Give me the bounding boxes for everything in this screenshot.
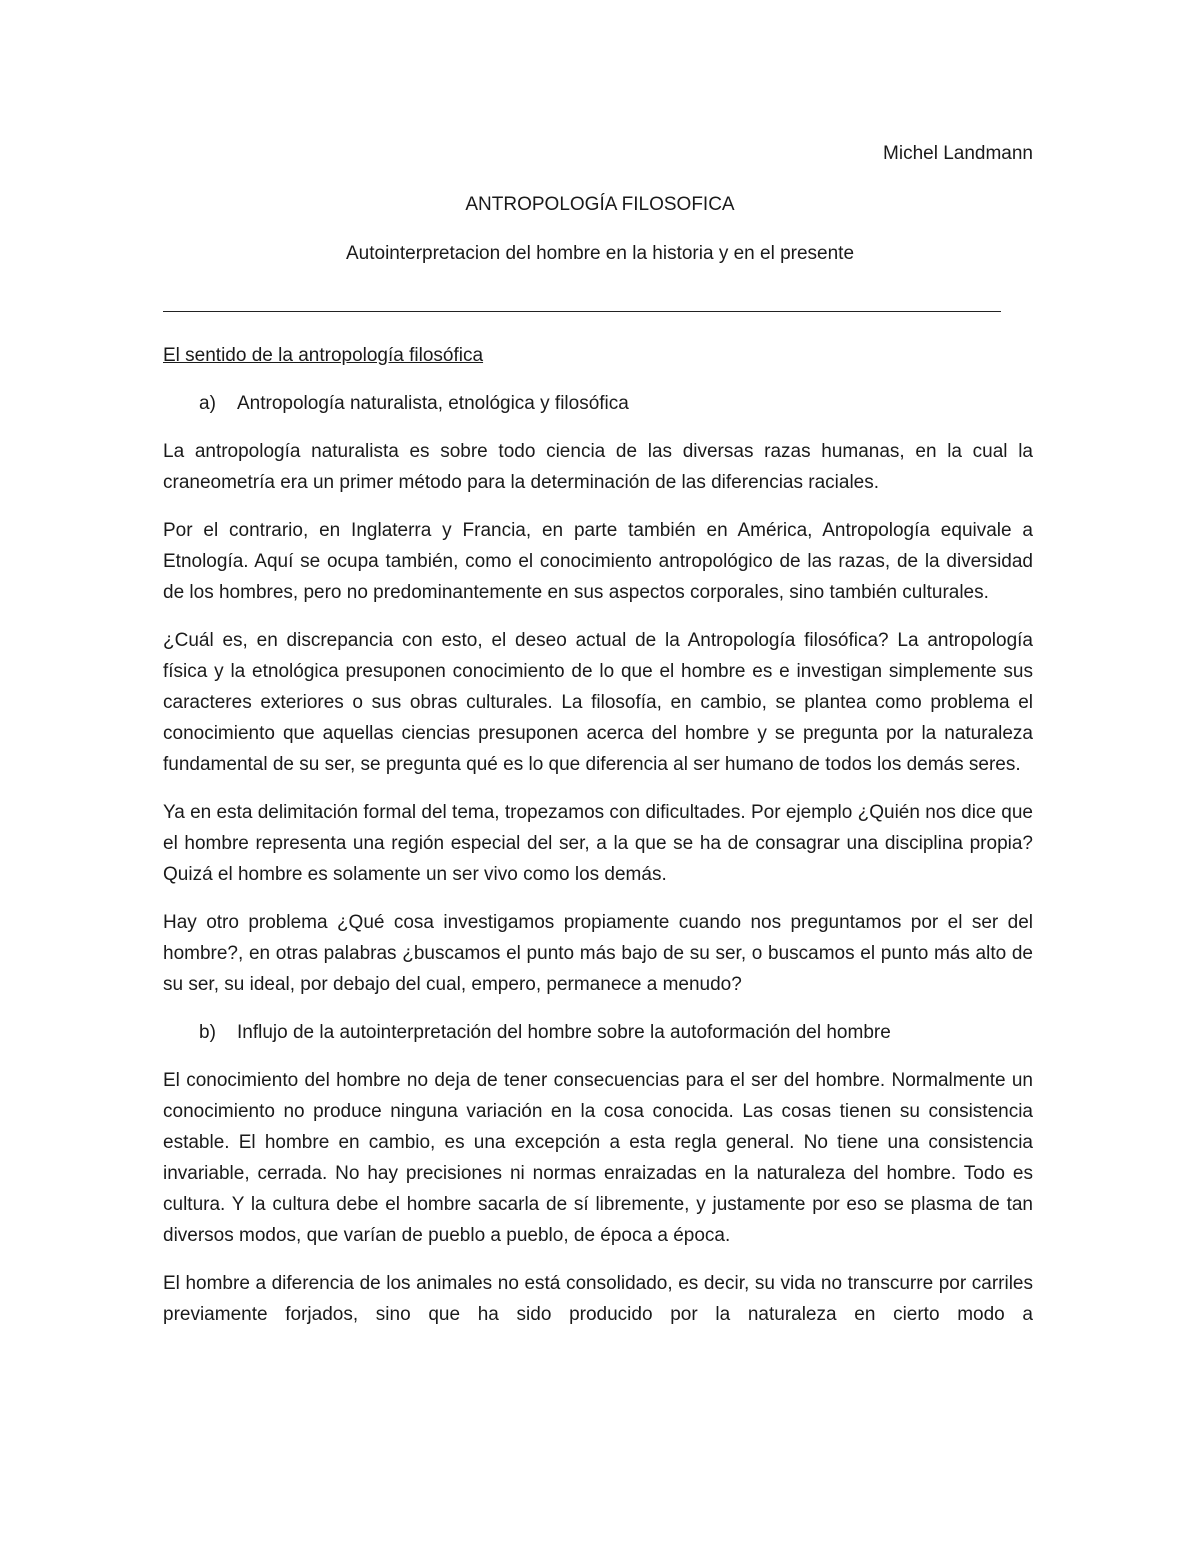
- document-subtitle: Autointerpretacion del hombre en la historia y en el presente: [345, 243, 855, 264]
- document-title: ANTROPOLOGÍA FILOSOFICA: [465, 194, 735, 215]
- subsection-heading-a: [163, 388, 1033, 419]
- paragraph: Hay otro problema ¿Qué cosa investigamos propiamente cuando nos preguntamos por el ser del hombre?, en otras palabras ¿buscamos el punto más bajo de su ser, o buscamos el punto más alto de su ser, su ideal, por debajo del cual, empero, permanece a menudo?: [163, 912, 1033, 995]
- subsection-marker: b): [199, 1022, 216, 1043]
- paragraph: Ya en esta delimitación formal del tema, tropezamos con dificultades. Por ejemplo ¿Quién nos dice que el hombre representa una región especial del ser, a la que se ha de consagrar una disciplina propia? Quizá el hombre es solamente un ser vivo como los demás.: [163, 802, 1033, 885]
- paragraph: Por el contrario, en Inglaterra y Francia, en parte también en América, Antropología equivale a Etnología. Aquí se ocupa también, como el conocimiento antropológico de las razas, de la diversidad de los hombres, pero no predominantemente en sus aspectos corporales, sino también culturales.: [163, 520, 1033, 603]
- subsection-title: Influjo de la autointerpretación del hombre sobre la autoformación del hombre: [237, 1022, 891, 1043]
- document-body: [163, 340, 1033, 1347]
- horizontal-divider: [163, 311, 1001, 312]
- paragraph: ¿Cuál es, en discrepancia con esto, el deseo actual de la Antropología filosófica? La antropología física y la etnológica presuponen conocimiento de lo que el hombre es e investigan simplemente sus caracteres exteriores o sus obras culturales. La filosofía, en cambio, se plantea como problema el conocimiento que aquellas ciencias presuponen acerca del hombre y se pregunta por la naturaleza fundamental de su ser, se pregunta qué es lo que diferencia al ser humano de todos los demás seres.: [163, 630, 1033, 775]
- paragraph: La antropología naturalista es sobre todo ciencia de las diversas razas humanas, en la cual la craneometría era un primer método para la determinación de las diferencias raciales.: [163, 441, 1033, 493]
- author-name: Michel Landmann: [883, 143, 1033, 164]
- paragraph: El conocimiento del hombre no deja de tener consecuencias para el ser del hombre. Normalmente un conocimiento no produce ninguna variación en la cosa conocida. Las cosas tienen su consistencia estable. El hombre en cambio, es una excepción a esta regla general. No tiene una consistencia invariable, cerrada. No hay precisiones ni normas enraizadas en la naturaleza del hombre. Todo es cultura. Y la cultura debe el hombre sacarla de sí libremente, y justamente por eso se plasma de tan diversos modos, que varían de pueblo a pueblo, de época a época.: [163, 1070, 1033, 1246]
- subsection-heading-b: [163, 1017, 1033, 1048]
- subsection-title: Antropología naturalista, etnológica y filosófica: [237, 393, 629, 414]
- subsection-marker: a): [199, 393, 216, 414]
- section-heading: El sentido de la antropología filosófica: [163, 345, 484, 366]
- paragraph: El hombre a diferencia de los animales no está consolidado, es decir, su vida no transcurre por carriles previamente forjados, sino que ha sido producido por la naturaleza en cierto modo a: [163, 1273, 1033, 1325]
